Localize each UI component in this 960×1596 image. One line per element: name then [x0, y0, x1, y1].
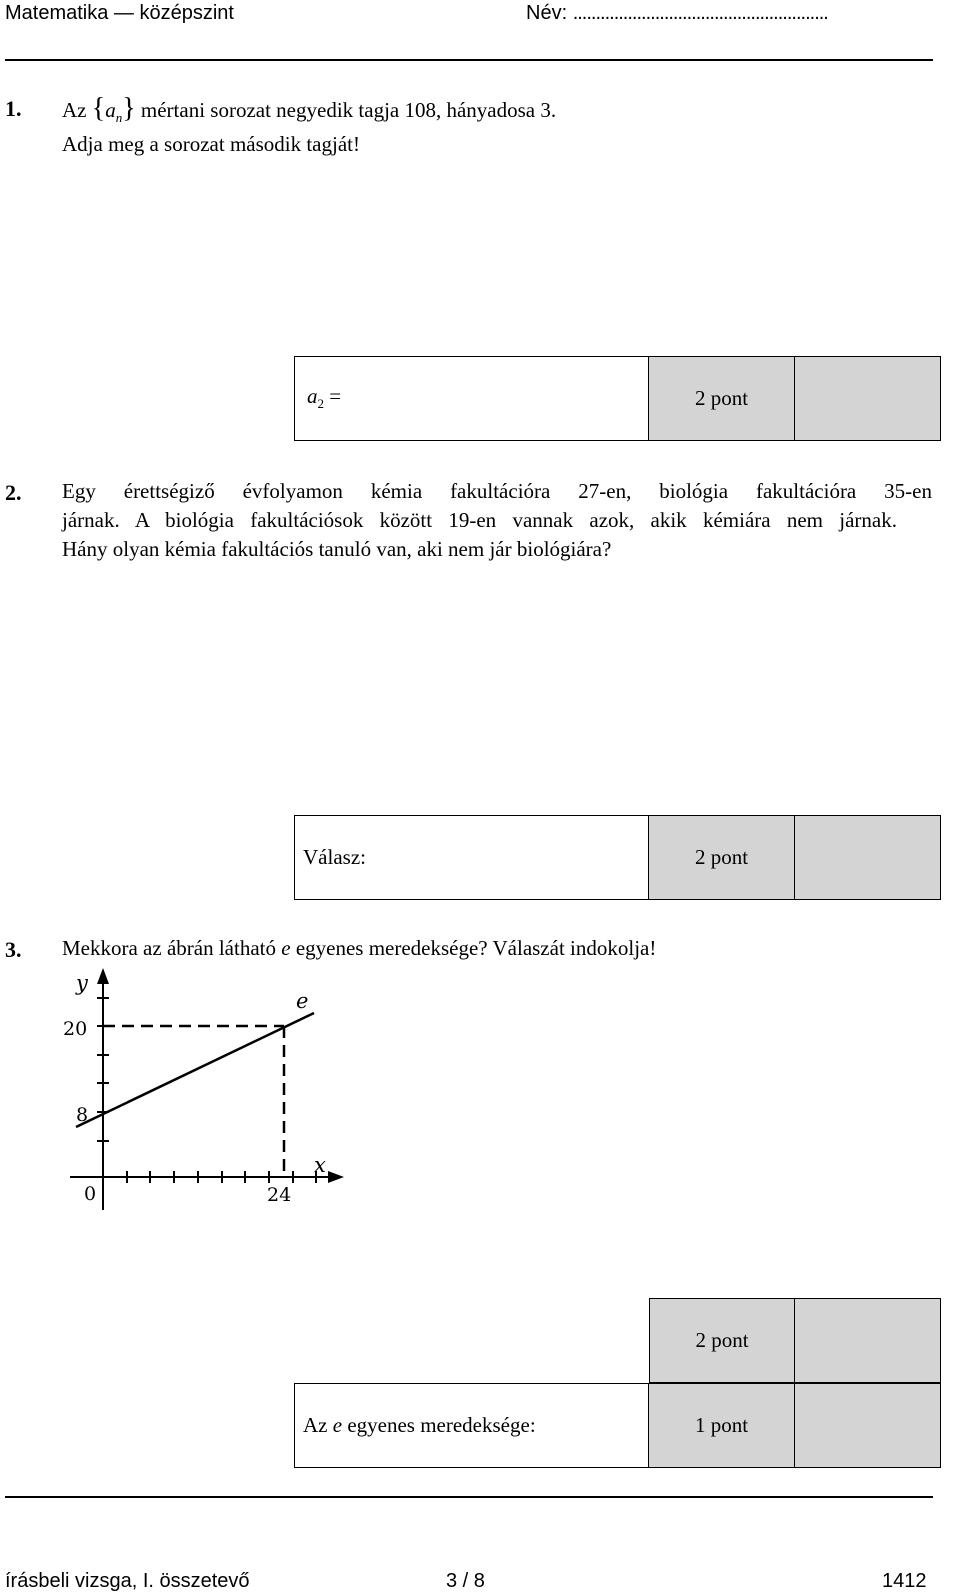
- q2-line1: Egy érettségiző évfolyamon kémia fakultációra 27-en, biológia fakultációra 35-en: [62, 479, 932, 503]
- q3-points-2: 1 pont: [649, 1383, 795, 1468]
- q1-prefix: Az: [62, 98, 87, 122]
- q1-number: 1.: [5, 96, 22, 121]
- footer-rule: [5, 1496, 933, 1498]
- q1-points: 2 pont: [649, 356, 795, 441]
- q3-text: [62, 934, 656, 963]
- q3-points-1: 2 pont: [649, 1298, 795, 1383]
- footer-page: 3 / 8: [446, 1570, 485, 1592]
- q1-answer-box: [294, 356, 941, 441]
- header-name-field: [526, 2, 828, 25]
- q3-score-box-2[interactable]: [795, 1383, 941, 1468]
- q2-number: 2.: [5, 480, 22, 505]
- q1-rest: mértani sorozat negyedik tagja 108, hányadosa 3.: [140, 98, 557, 122]
- footer-exam: írásbeli vizsga, I. összetevő: [5, 1570, 250, 1592]
- header-name-label: Név:: [526, 2, 568, 24]
- q3-score-box-1[interactable]: [795, 1298, 941, 1383]
- y-tick-label-20: 20: [63, 1018, 88, 1040]
- q3-graph: [0, 960, 360, 1220]
- header-name-dots: ........................................................: [572, 2, 828, 24]
- q1-answer-var: a: [307, 384, 318, 409]
- seq-sub: n: [115, 110, 123, 126]
- y-tick-label-8: 8: [76, 1104, 89, 1126]
- q3-answer-suffix: egyenes meredeksége:: [347, 1413, 536, 1437]
- header-subject: Matematika — középszint: [5, 2, 234, 24]
- q3-answer-box: [294, 1383, 941, 1468]
- q1-line2: Adja meg a sorozat második tagját!: [62, 132, 360, 156]
- q1-answer-eq: =: [329, 384, 342, 409]
- q2-answer-field[interactable]: [294, 815, 649, 900]
- q3-text-var: e: [281, 936, 291, 960]
- line-e: [76, 1013, 314, 1127]
- line-e-label: e: [296, 989, 309, 1013]
- q2-line2: járnak. A biológia fakultációsok között 19-en vannak azok, akik kémiára nem járnak.: [62, 508, 897, 532]
- q2-line3: Hány olyan kémia fakultációs tanuló van, aki nem jár biológiára?: [62, 537, 612, 561]
- q2-score-box[interactable]: [795, 815, 941, 900]
- origin-label: 0: [84, 1183, 97, 1205]
- q3-number: 3.: [5, 937, 22, 962]
- brace-close: }: [122, 93, 136, 124]
- x-tick-label-24: 24: [267, 1184, 292, 1206]
- q3-answer-var: e: [332, 1413, 343, 1437]
- q1-answer-field[interactable]: [294, 356, 649, 441]
- x-axis-label: x: [314, 1153, 326, 1177]
- q2-points: 2 pont: [649, 815, 795, 900]
- q3-points-row1: [649, 1298, 941, 1383]
- q3-text-suffix: egyenes meredeksége? Válaszát indokolja!: [295, 936, 657, 960]
- y-axis-arrow: [97, 968, 109, 984]
- brace-open: {: [91, 93, 106, 124]
- q1-score-box[interactable]: [795, 356, 941, 441]
- q3-text-prefix: Mekkora az ábrán látható: [62, 936, 276, 960]
- footer-code: 1412: [882, 1570, 927, 1592]
- q1-line1: [62, 94, 556, 132]
- q3-answer-field[interactable]: [294, 1383, 649, 1468]
- q1-answer-sub: 2: [317, 396, 324, 412]
- q2-answer-box: [294, 815, 941, 900]
- y-axis-label: y: [76, 971, 88, 995]
- header-rule: [5, 59, 933, 61]
- seq-var: a: [105, 98, 116, 122]
- q2-answer-label: Válasz:: [303, 845, 366, 869]
- q3-answer-prefix: Az: [303, 1413, 328, 1437]
- x-axis-arrow: [328, 1171, 344, 1183]
